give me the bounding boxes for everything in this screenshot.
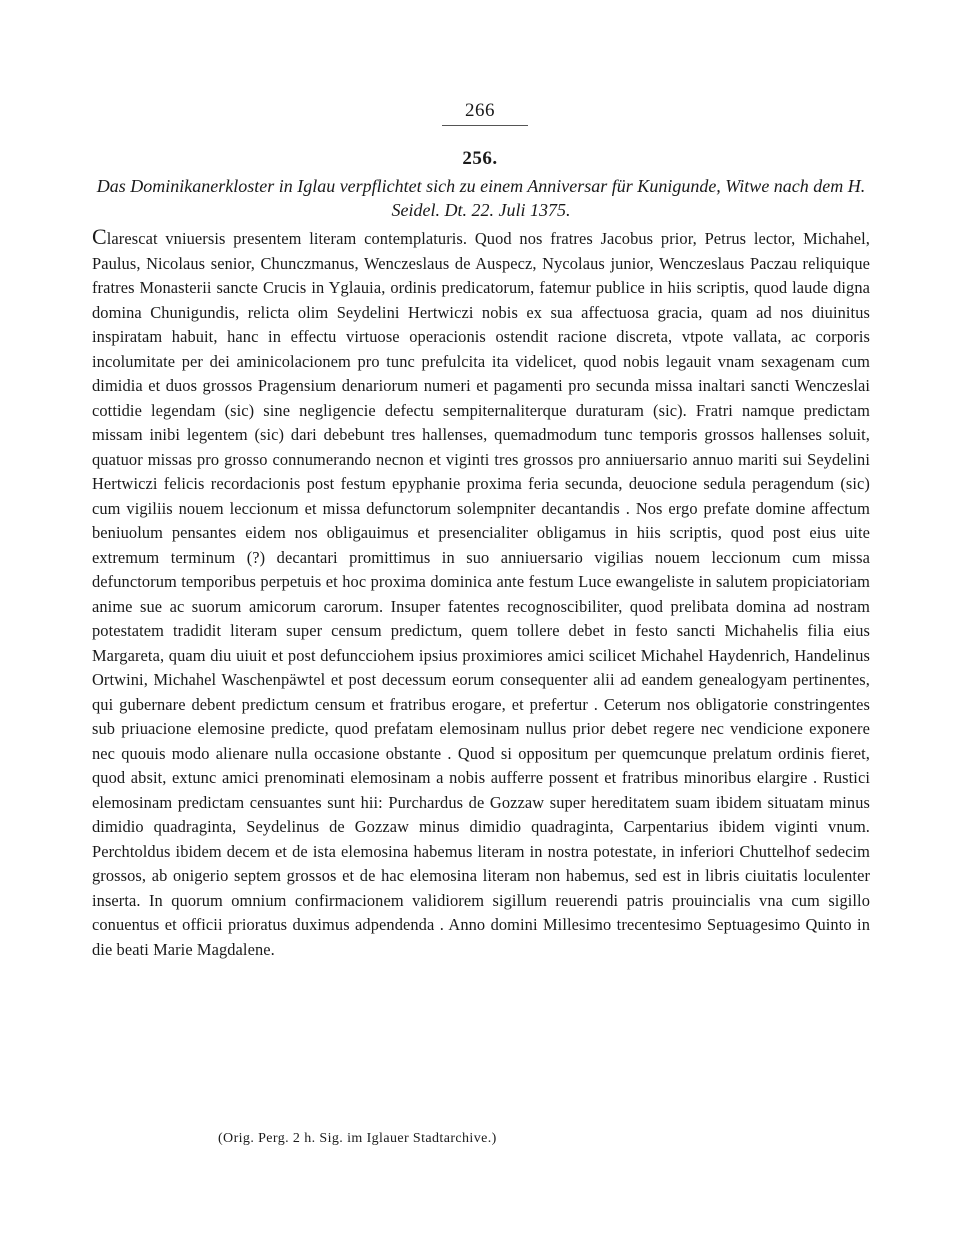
page-number: 266 xyxy=(465,100,495,121)
document-body xyxy=(92,224,870,962)
document-heading: Das Dominikanerkloster in Iglau verpflichtet sich zu einem Anniversar für Kunigunde, Witwe nach dem H. Seidel. Dt. 22. Juli 1375. xyxy=(96,176,866,220)
body-text: larescat vniuersis presentem literam contemplaturis. Quod nos fratres Jacobus prior, Petrus lector, Michahel, Paulus, Nicolaus senior, Chunczmanus, Wenczeslaus de Auspecz, Nycolaus junior, Wenczeslaus Paczau reliquique fratres Monasterii sancte Crucis in Yglauia, ordinis predicatorum, fatemur publice in hiis scriptis, quod laude digna domina Chunigundis, relicta olim Seydelini Hertwiczi nobis ex sua affectuosa gracia, quam ad nos diuinitus inspiratam habuit, hanc in effectu virtuose operacionis ostendit racione discreta, vtpote vallata, ac corporis incolumitate per dei aminicolacionem pro tunc prefulcita ita videlicet, quod nobis legauit vnam sexagenam cum dimidia et duos grossos Pragensium denariorum numeri et pagamenti pro secunda missa inaltari sancti Wenczeslai cottidie legendam (sic) sine negligencie defectu sempiternaliterque duraturam (sic). Fratri namque predictam missam inibi legentem (sic) dari debebunt tres hallenses, quemadmodum tunc temporis grossos hallenses soluit, quatuor missas pro grosso connumerando necnon et viginti tres grossos pro anniuersario annuo mariti sui Seydelini Hertwiczi felicis recordacionis post festum epyphanie proxima feria secunda, deuocione sedula peragendum (sic) cum vigiliis nouem leccionum et missa defunctorum solempniter decantandis . Nos ergo prefate domine affectum beniuolum pensantes eidem nos obligauimus et presencialiter obligamus in hiis scriptis, quod post eius uite extremum terminum (?) decantari promittimus in suo anniuersario vigilias nouem leccionum cum missa defunctorum temporibus perpetuis et hoc proxima dominica ante festum Luce ewangeliste in salutem propiciatoriam anime sue ac suorum amicorum carorum. Insuper fatentes recognoscibiliter, quod prelibata domina ad nostram potestatem tradidit literam super censum predictum, quem tollere debet in festo sancti Michahelis filia eius Margareta, quam diu uiuit et post defuncciohem ipsius proximiores amici scilicet Michahel Haydenrich, Handelinus Ortwini, Michahel Waschenpäwtel et post decessum eorum consequenter alii ad eandem genealogyam pertinentes, qui gubernare debent predictum censum et fratribus erogare, et prefertur . Ceterum nos obligatorie constringentes sub priuacione elemosine predicte, quod prefatam elemosinam nullus prior debet regere nec vendicione exponere nec quouis modo alienare nulla occasione obstante . Quod si oppositum per quemcunque prelatum ordinis fieret, quod absit, extunc amici prenominati elemosinam a nobis aufferre possent et fratribus minoribus elargire . Rustici elemosinam predictam censuantes sunt hii: Purchardus de Gozzaw super hereditatem suam ibidem situatam minus dimidio quadraginta, Seydelinus de Gozzaw minus dimidio quadraginta, Carpentarius ibidem viginti vnum. Perchtoldus ibidem decem et de ista elemosina habemus literam in nostra potestate, in inferiori Chuttelhof sedecim grossos, ab onigerio septem grossos et de hac elemosina literam non habemus, sed est in libris ciuitatis loculenter inserta. In quorum omnium confirmacionem validiorem sigillum reuerendi patris prouincialis vna cum sigillo conuentus et officii prioratus duximus adpendenda . Anno domini Millesimo trecentesimo Septuagesimo Quinto in die beati Marie Magdalene. xyxy=(92,229,870,959)
document-number: 256. xyxy=(462,148,498,169)
page-number-rule xyxy=(442,125,528,126)
source-note: (Orig. Perg. 2 h. Sig. im Iglauer Stadtarchive.) xyxy=(218,1131,497,1146)
initial-letter: C xyxy=(92,224,107,249)
